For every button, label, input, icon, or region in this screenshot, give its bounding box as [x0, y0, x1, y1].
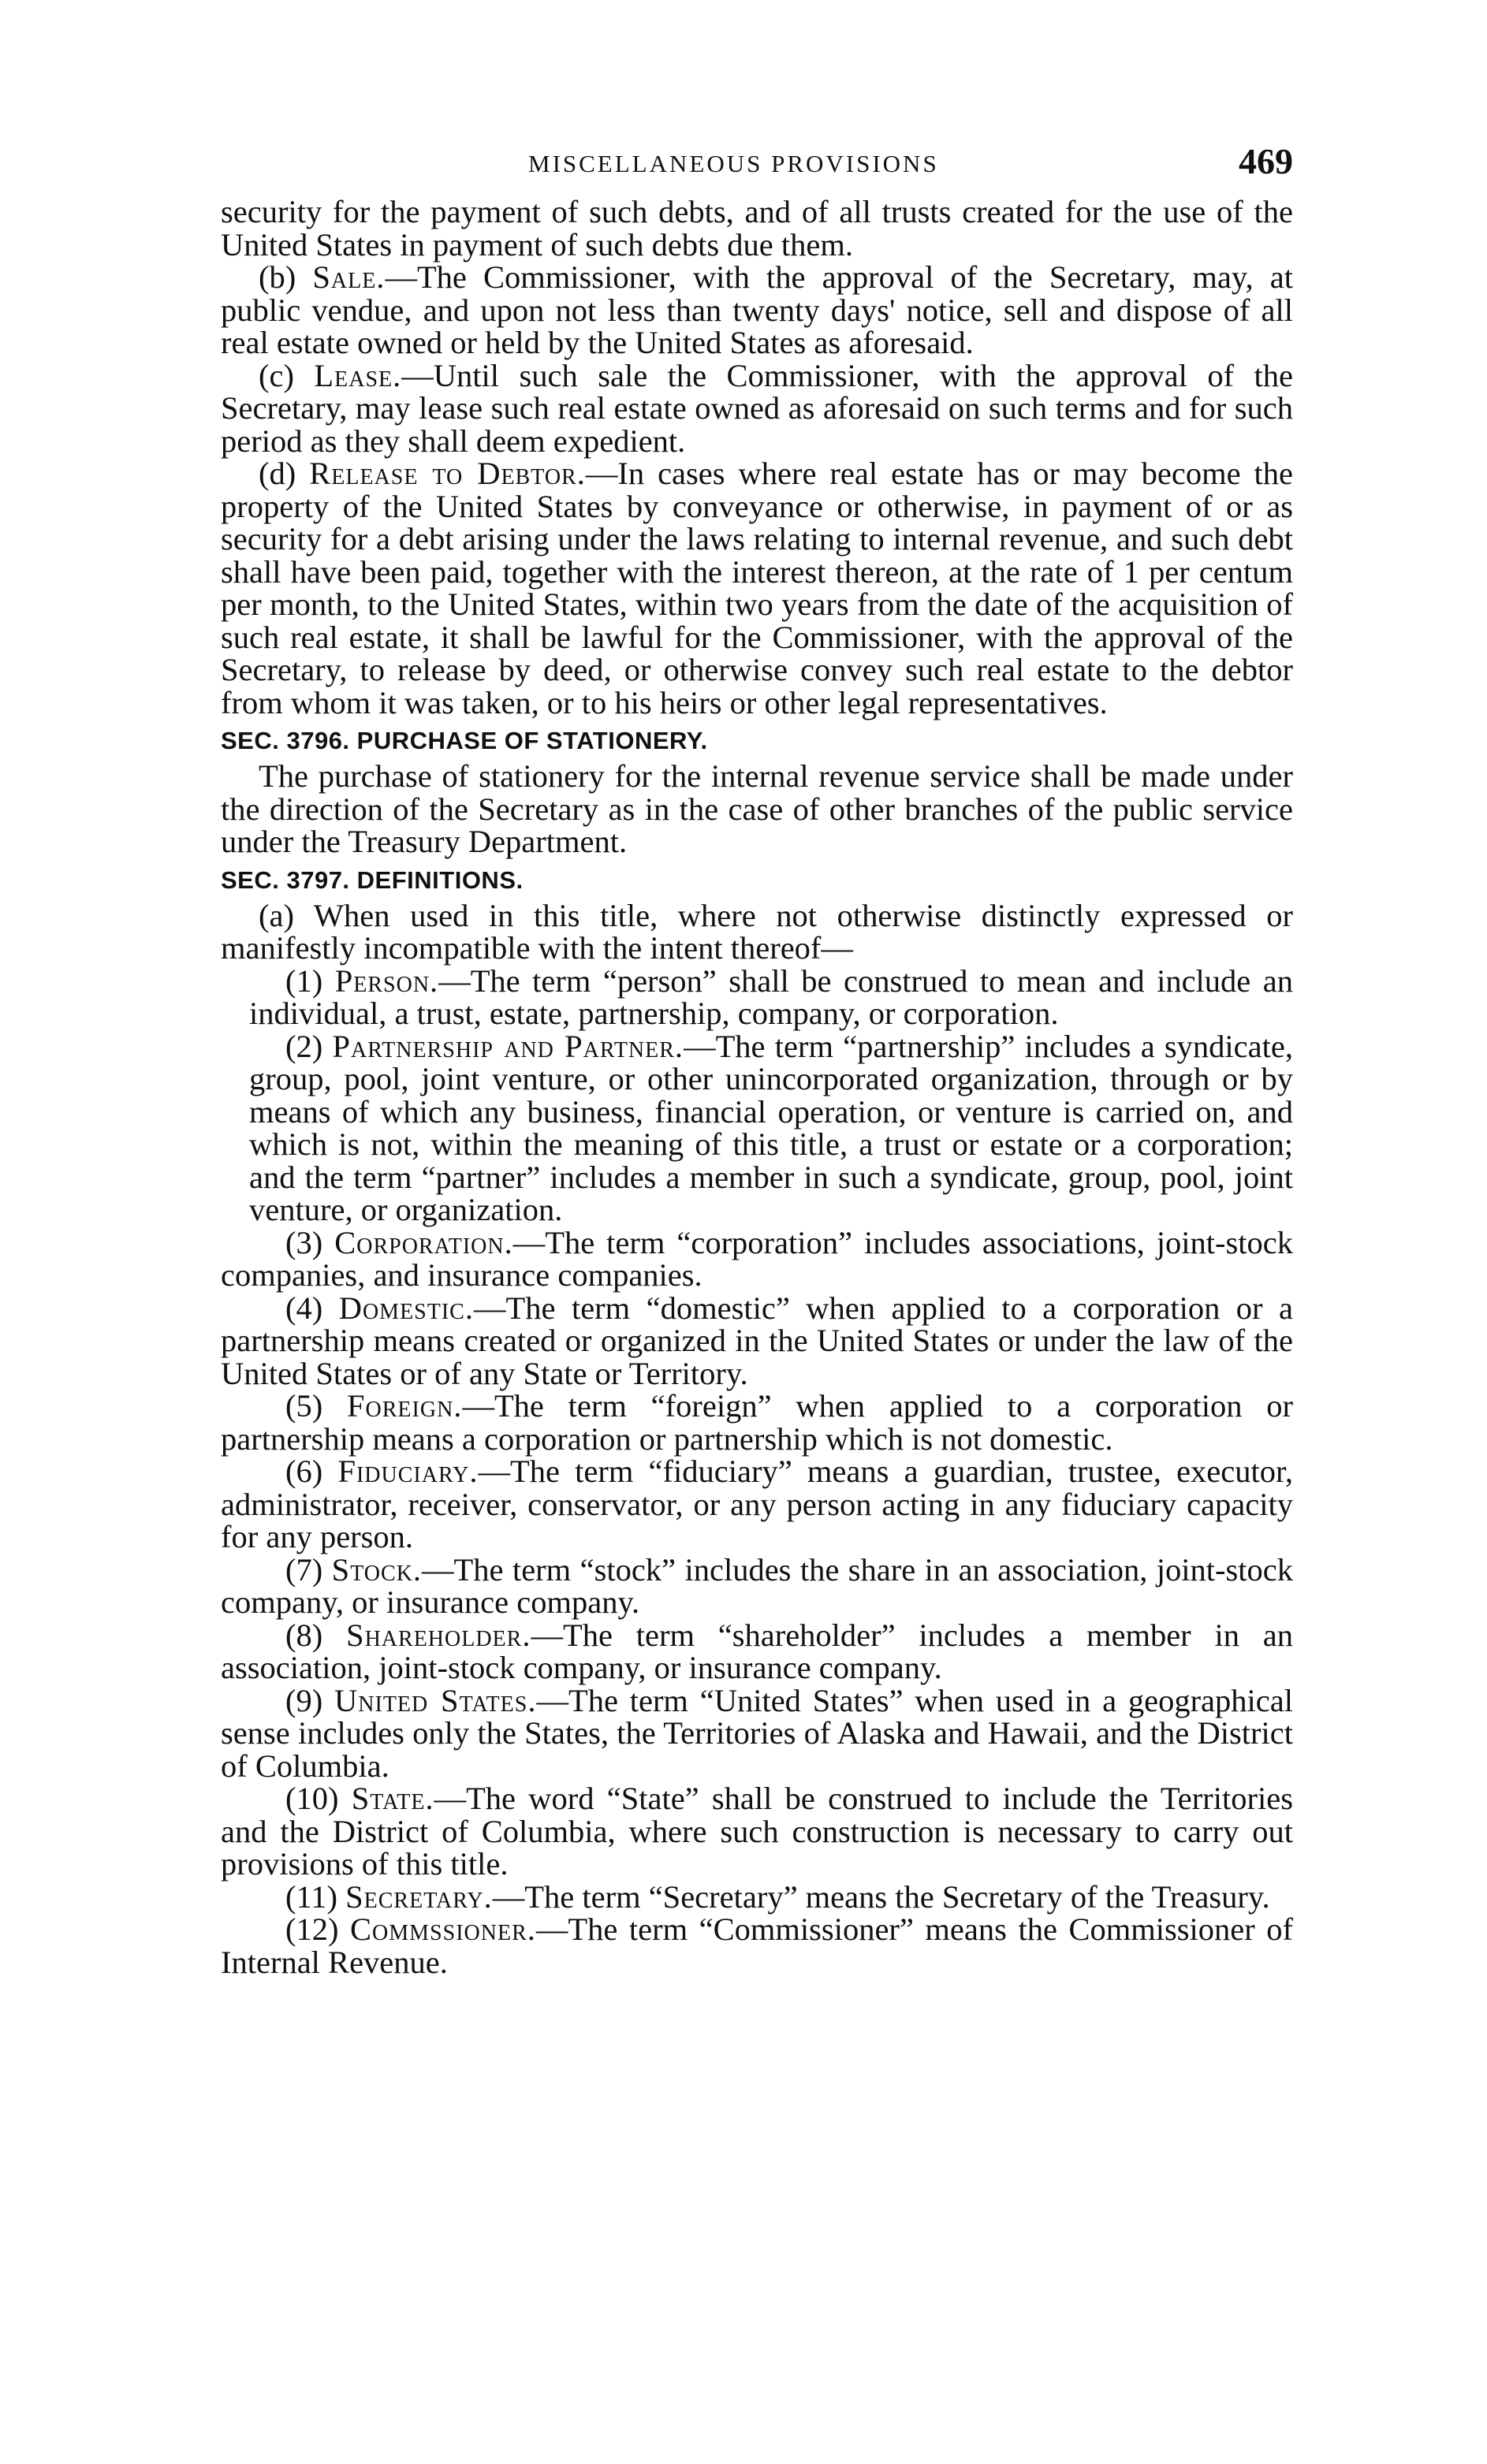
- definition-term: United States.: [334, 1682, 537, 1718]
- definition-term: Corporation.: [334, 1224, 513, 1260]
- definition-number: (12): [285, 1911, 339, 1947]
- definition-term: Secretary.: [345, 1878, 493, 1915]
- definition-number: (10): [285, 1781, 339, 1816]
- definition-number: (4): [285, 1290, 323, 1326]
- definition-text: —The term “Commissioner” means the Commissioner of Internal Revenue.: [221, 1911, 1294, 1980]
- section-3796-text: The purchase of stationery for the internal revenue service shall be made under the direction of the Secretary as in the case of other branches of the public service under the Treasury Department.: [221, 758, 1293, 859]
- definition-10: [221, 1782, 1293, 1881]
- subsection-text: —Until such sale the Commissioner, with the approval of the Secretary, may lease such real estate owned as aforesaid on such terms and for such period as they shall deem expedient.: [221, 357, 1293, 459]
- definition-term: Stock.: [331, 1551, 423, 1587]
- definition-text: —The term “person” shall be construed to mean and include an individual, a trust, estate, partnership, company, or corporation.: [249, 962, 1294, 1031]
- definition-number: (11): [285, 1878, 337, 1915]
- subsection-heading: Release to Debtor.: [309, 456, 586, 491]
- definition-number: (1): [285, 962, 323, 999]
- definition-text: —The term “Secretary” means the Secretary of the Treasury.: [492, 1878, 1270, 1915]
- running-title: MISCELLANEOUS PROVISIONS: [528, 150, 939, 177]
- subsection-number: (c): [259, 357, 294, 393]
- definition-9: [221, 1684, 1293, 1783]
- definition-2: [221, 1030, 1293, 1226]
- definition-text: —The term “foreign” when applied to a corporation or partnership means a corporation or partnership which is not domestic.: [221, 1388, 1293, 1457]
- definition-text: —The term “corporation” includes associations, joint-stock companies, and insurance companies.: [221, 1224, 1293, 1293]
- definition-number: (5): [285, 1388, 323, 1424]
- definition-text: —The term “United States” when used in a geographical sense includes only the States, the Territories of Alaska and Hawaii, and the District of Columbia.: [221, 1682, 1293, 1784]
- subsection-number: (d): [259, 456, 296, 491]
- definition-4: [221, 1292, 1293, 1390]
- definition-8: [221, 1619, 1293, 1684]
- subsection-text: —The Commissioner, with the approval of the Secretary, may, at public vendue, and upon not less than twenty days' notice, sell and dispose of all real estate owned or held by the United States as aforesaid.: [221, 259, 1293, 360]
- definition-number: (7): [285, 1551, 323, 1587]
- definition-term: Partnership and Partner.: [332, 1028, 684, 1064]
- definition-term: Fiduciary.: [337, 1453, 479, 1489]
- continued-paragraph: [221, 195, 1293, 261]
- definition-text: —The term “domestic” when applied to a corporation or a partnership means created or organized in the United States or under the law of the United States or of any State or Territory.: [221, 1290, 1293, 1391]
- definition-text: —The word “State” shall be construed to include the Territories and the District of Columbia, where such construction is necessary to carry out provisions of this title.: [221, 1781, 1293, 1881]
- section-heading-3797: SEC. 3797. DEFINITIONS.: [221, 865, 524, 894]
- definition-6: [221, 1455, 1293, 1554]
- body-text: [221, 195, 1293, 1978]
- subsection-text: —In cases where real estate has or may become the property of the United States by conveyance or otherwise, in payment of or as security for a debt arising under the laws relating to internal revenue, and such debt shall have been paid, together with the interest thereon, at the rate of 1 per centum per month, to the United States, within two years from the date of the acquisition of such real estate, it shall be lawful for the Commissioner, with the approval of the Secretary, to release by deed, or otherwise convey such real estate to the debtor from whom it was taken, or to his heirs or other legal representatives.: [221, 456, 1294, 720]
- definition-text: —The term “partnership” includes a syndicate, group, pool, joint venture, or other unincorporated organization, through or by means of which any business, financial operation, or venture is carried on, and which is not, within the meaning of this title, a trust or estate or a corporation; and the term “partner” includes a member in such a syndicate, group, pool, joint venture, or organization.: [249, 1028, 1293, 1227]
- page-number: 469: [1239, 141, 1293, 181]
- definition-text: —The term “stock” includes the share in an association, joint-stock company, or insurance company.: [221, 1551, 1294, 1620]
- definition-5: [221, 1390, 1293, 1455]
- definition-number: (9): [285, 1682, 323, 1718]
- definition-text: —The term “shareholder” includes a member in an association, joint-stock company, or insurance company.: [221, 1617, 1293, 1685]
- definition-12: [221, 1913, 1293, 1978]
- definition-number: (6): [285, 1453, 323, 1489]
- definition-11: [221, 1878, 1293, 1915]
- definition-7: [221, 1551, 1294, 1620]
- definition-number: (2): [285, 1028, 323, 1064]
- definition-term: Shareholder.: [346, 1617, 531, 1653]
- definition-term: State.: [351, 1781, 434, 1816]
- document-page: [221, 140, 1293, 1978]
- definition-term: Foreign.: [347, 1388, 463, 1424]
- paragraph-text: security for the payment of such debts, and of all trusts created for the use of the United States in payment of such debts due them.: [221, 194, 1293, 262]
- definition-text: —The term “fiduciary” means a guardian, trustee, executor, administrator, receiver, conservator, or any person acting in any fiduciary capacity for any person.: [221, 1453, 1293, 1554]
- subsection-heading: Sale.: [312, 259, 386, 295]
- running-header: [221, 140, 1293, 195]
- subsection-d: [221, 457, 1293, 719]
- definition-3: [221, 1226, 1293, 1292]
- subsection-b: [221, 261, 1293, 359]
- definition-number: (8): [285, 1617, 323, 1653]
- definition-term: Person.: [334, 962, 439, 999]
- definition-1: [221, 962, 1294, 1031]
- definition-term: Commssioner.: [350, 1911, 536, 1947]
- subsection-heading: Lease.: [314, 357, 402, 393]
- section-3797-a: (a) When used in this title, where not otherwise distinctly expressed or manifestly incompatible with the intent thereof—: [221, 897, 1293, 966]
- definition-term: Domestic.: [338, 1290, 474, 1326]
- subsection-c: [221, 359, 1293, 458]
- definition-number: (3): [285, 1224, 323, 1260]
- section-heading-3796: SEC. 3796. PURCHASE OF STATIONERY.: [221, 727, 708, 754]
- subsection-number: (b): [259, 259, 296, 295]
